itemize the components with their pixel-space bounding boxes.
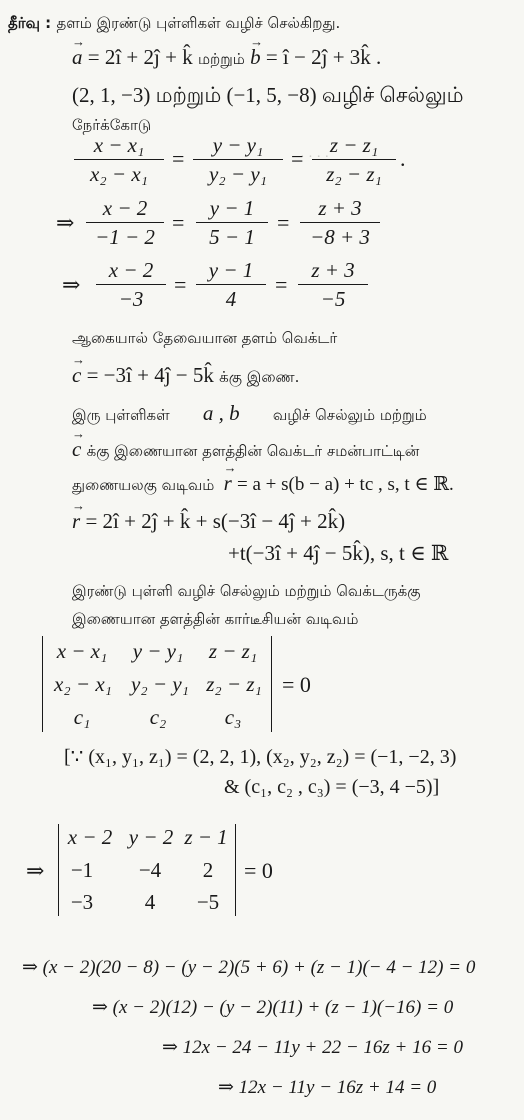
vector-c-symbol: → c (72, 436, 81, 462)
and-text: மற்றும் (197, 50, 245, 68)
parallel-c-text: க்கு இணையான தளத்தின் வெக்டர் சமன்பாட்டின் (86, 442, 420, 460)
period: . (400, 146, 406, 171)
det-cell: c₃ (224, 705, 242, 729)
vector-b-symbol: → b (250, 44, 261, 70)
vector-r-symbol: → r (224, 470, 232, 496)
equals-sign: = (275, 272, 288, 297)
two-points-text: இரு புள்ளிகள் (72, 406, 170, 424)
det-cell: y − y₁ (132, 639, 184, 663)
equals-sign: = (277, 210, 290, 235)
bleed-through-text: · · · · (300, 150, 330, 165)
det-cell: y₂ − y₁ (131, 672, 189, 696)
det-cell: 2 (202, 858, 214, 882)
fraction-y-general: $\frac{\text{y − y₁}}{\text{y₂ − y₁}}$ (193, 133, 283, 186)
det-cell: c₂ (149, 705, 167, 729)
implies-arrow: ⇒ (56, 210, 75, 235)
r-equation-line1 (72, 508, 345, 534)
vectors-ab-line (72, 44, 381, 72)
r-equation-line2 (228, 540, 448, 566)
expansion-line-1: ⇒ (x − 2)(20 − 8) − (y − 2)(5 + 6) + (z − 1)(− 4 − 12) = 0 (22, 957, 476, 978)
implies-arrow: ⇒ (26, 858, 45, 883)
parallel-text: க்கு இணை. (219, 368, 300, 386)
det-cell: x₂ − x₁ (54, 672, 112, 696)
fraction-z-general: $\frac{\text{z − z₁}}{\text{z₂ − z₁}}$ (312, 133, 396, 186)
equals-sign: = (172, 146, 185, 171)
hence-text: ஆகையால் தேவையான தளம் வெக்டர் (72, 329, 338, 347)
vector-a-value: = 2î + 2ĵ + k̂ (87, 45, 193, 69)
intro-text: தளம் இரண்டு புள்ளிகள் வழிச் செல்கிறது. (56, 14, 341, 32)
r-equation-1: = 2î + 2ĵ + k̂ + s(−3î − 4ĵ + 2k̂) (85, 509, 346, 533)
implies-arrow: ⇒ (62, 272, 81, 297)
parallel-c-line (72, 436, 419, 464)
equals-sign: = (174, 272, 187, 297)
solution-heading: தீர்வு : (8, 14, 52, 32)
determinant-numeric (58, 824, 236, 916)
vector-c-line (72, 362, 299, 390)
det-cell: −3 (70, 890, 94, 914)
expansion-line-3: ⇒ 12x − 24 − 11y + 22 − 16z + 16 = 0 (162, 1037, 463, 1058)
since-line-2: & (c₁, c₂ , c₃) = (−3, 4 −5)] (224, 776, 440, 798)
fraction-x-step2: $\frac{x - 2}{-3}$ (96, 258, 166, 311)
param-form-line (72, 470, 454, 498)
det-cell: −5 (196, 890, 220, 914)
pass-and-text: வழிச் செல்லும் மற்றும் (272, 406, 427, 424)
det-cell: x − 2 (67, 825, 113, 849)
ab-symbols: a , b (202, 401, 240, 425)
r-equation-2: +t(−3î + 4ĵ − 5k̂), s, t ∈ ℝ (228, 541, 449, 565)
determinant-general (42, 636, 272, 732)
cartesian-intro-2: இணையான தளத்தின் கார்டீசியன் வடிவம் (72, 610, 359, 628)
fraction-z-step1: $\frac{z + 3}{-8 + 3}$ (300, 196, 380, 249)
param-equation: = a + s(b − a) + tc , s, t ∈ ℝ. (237, 474, 454, 495)
det-cell: z − z₁ (208, 639, 258, 663)
two-points-line (72, 400, 502, 428)
det-cell: z − 1 (184, 825, 228, 849)
det-cell: −4 (138, 858, 162, 882)
fraction-x-general: $\frac{\text{x − x₁}}{\text{x₂ − x₁}}$ (74, 133, 164, 186)
points-line (72, 82, 463, 108)
det-cell: y − 2 (128, 825, 174, 849)
equals-zero: = 0 (244, 858, 273, 883)
vector-a-symbol: → a (72, 44, 83, 70)
vector-c-value: = −3î + 4ĵ − 5k̂ (86, 363, 214, 387)
expansion-line-2: ⇒ (x − 2)(12) − (y − 2)(11) + (z − 1)(−16) = 0 (92, 997, 454, 1018)
param-form-text: துணையலகு வடிவம் (72, 476, 215, 494)
vector-c-symbol: → c (72, 362, 81, 388)
fraction-x-step1: $\frac{x - 2}{-1 - 2}$ (86, 196, 164, 249)
det-cell: z₂ − z₁ (206, 672, 262, 696)
points-text: (2, 1, −3) மற்றும் (−1, 5, −8) வழிச் செல்லும் (72, 83, 464, 107)
solution-line (8, 8, 340, 36)
expansion-line-4: ⇒ 12x − 11y − 16z + 14 = 0 (218, 1077, 437, 1098)
det-cell: −1 (70, 858, 94, 882)
equals-sign: = (172, 210, 185, 235)
det-cell: c₁ (73, 705, 91, 729)
det-cell: 4 (144, 890, 156, 914)
vector-b-value: = î − 2ĵ + 3k̂ . (265, 45, 382, 69)
fraction-z-step2: $\frac{z + 3}{-5}$ (298, 258, 368, 311)
straight-line-label: நேர்க்கோடு (72, 116, 152, 134)
fraction-y-step1: $\frac{y - 1}{5 - 1}$ (196, 196, 268, 249)
equals-zero: = 0 (282, 672, 311, 697)
cartesian-intro-1: இரண்டு புள்ளி வழிச் செல்லும் மற்றும் வெக்டருக்கு (72, 582, 421, 600)
fraction-y-step2: $\frac{y - 1}{4}$ (196, 258, 266, 311)
det-cell: x − x₁ (56, 639, 108, 663)
vector-r-symbol: → r (72, 508, 80, 534)
since-line-1: [∵ (x₁, y₁, z₁) = (2, 2, 1), (x₂, y₂, z₂) = (−1, −2, 3) (64, 746, 457, 768)
equals-sign: = (291, 146, 304, 171)
